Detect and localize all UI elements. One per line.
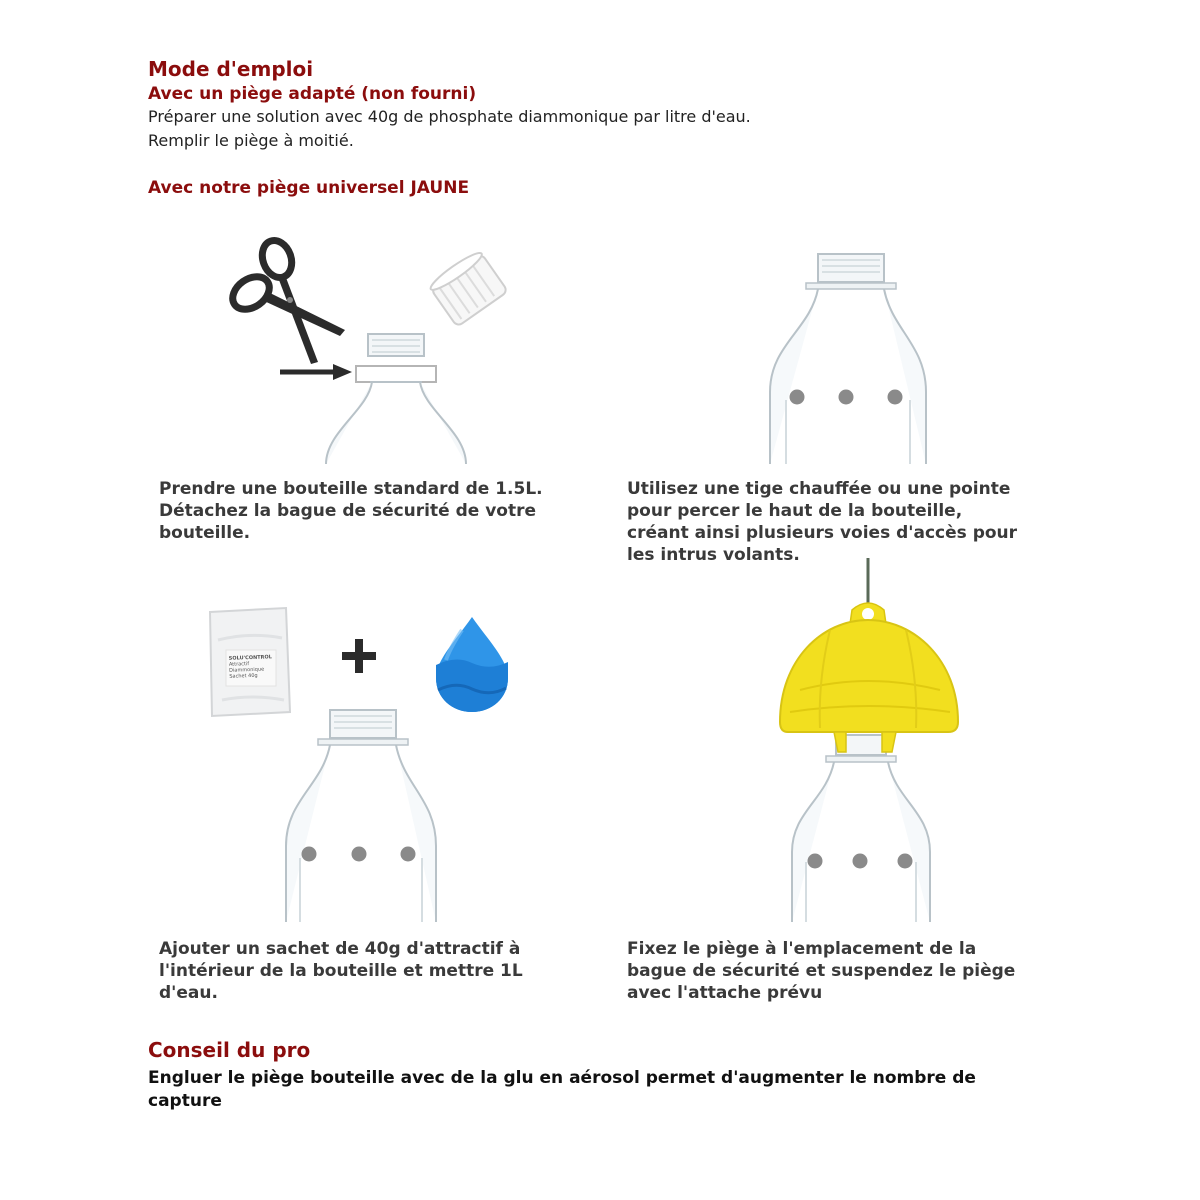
packet-brand: SOLU'CONTROL: [228, 654, 273, 662]
pro-tip-line: Engluer le piège bouteille avec de la glu en aérosol permet d'augmenter le nombre de: [148, 1068, 976, 1088]
yellow-trap-icon: [780, 603, 958, 752]
packet-text-2: Sachet 40g: [229, 672, 258, 680]
subtitle-yellow-trap: Avec notre piège universel JAUNE: [148, 178, 470, 198]
caption-line: Fixez le piège à l'emplacement de la: [627, 939, 977, 959]
caption-line: les intrus volants.: [627, 545, 800, 565]
pro-tip-line: capture: [148, 1091, 222, 1111]
step-3-caption: [159, 938, 523, 1004]
packet-text-1: Attractif Diammonique: [228, 661, 265, 674]
caption-line: l'intérieur de la bouteille et mettre 1L: [159, 961, 523, 981]
caption-line: d'eau.: [159, 983, 218, 1003]
caption-line: Ajouter un sachet de 40g d'attractif à: [159, 939, 521, 959]
caption-line: Prendre une bouteille standard de 1.5L.: [159, 479, 543, 499]
hole-dot: [853, 854, 868, 869]
caption-line: Détachez la bague de sécurité de votre: [159, 501, 536, 521]
pro-tip-title: Conseil du pro: [148, 1038, 311, 1062]
step-2-caption: [627, 478, 1017, 566]
caption-line: pour percer le haut de la bouteille,: [627, 501, 963, 521]
pro-tip-text: [148, 1067, 976, 1113]
page-title: Mode d'emploi: [148, 57, 314, 81]
instruction-line-1: Préparer une solution avec 40g de phosphate diammonique par litre d'eau.: [148, 107, 751, 126]
bottle-icon: [792, 735, 930, 922]
subtitle-adapted-trap: Avec un piège adapté (non fourni): [148, 84, 477, 104]
instruction-line-2: Remplir le piège à moitié.: [148, 131, 354, 150]
step-4-caption: [627, 938, 1015, 1004]
caption-line: bague de sécurité et suspendez le piège: [627, 961, 1016, 981]
caption-line: Utilisez une tige chauffée ou une pointe: [627, 479, 1011, 499]
hole-dot: [898, 854, 913, 869]
step-1-caption: [159, 478, 543, 544]
caption-line: créant ainsi plusieurs voies d'accès pour: [627, 523, 1018, 543]
caption-line: avec l'attache prévu: [627, 983, 823, 1003]
hole-dot: [808, 854, 823, 869]
caption-line: bouteille.: [159, 523, 251, 543]
